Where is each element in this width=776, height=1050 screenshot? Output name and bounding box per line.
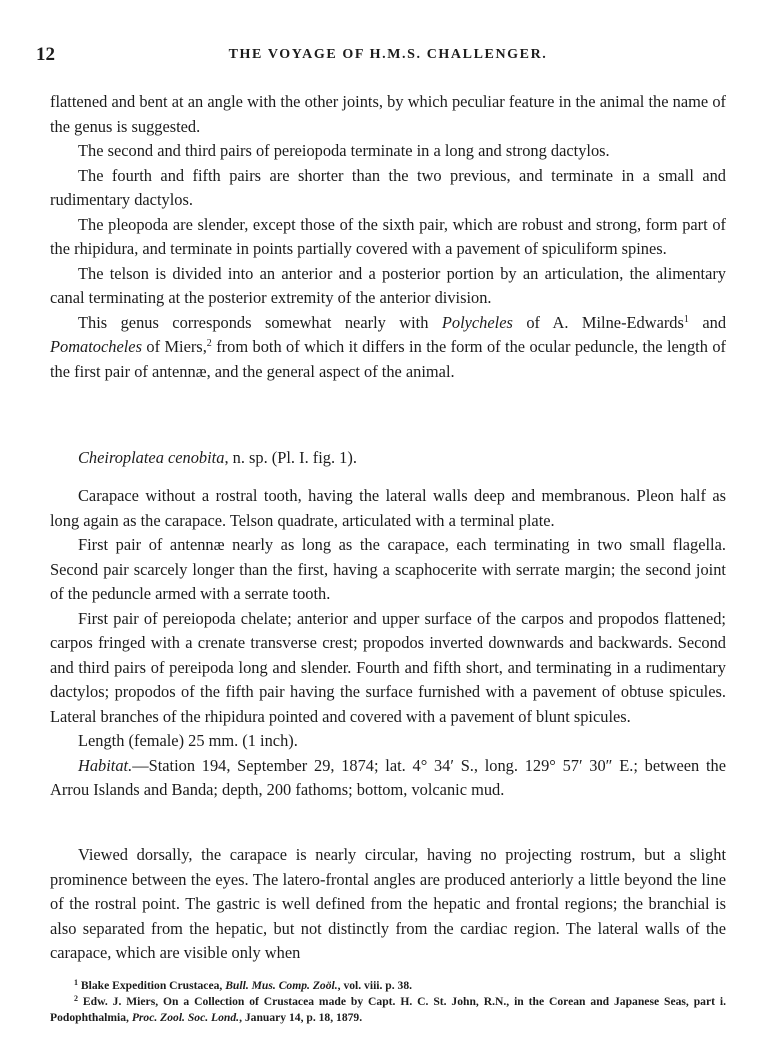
footnote-text: Edw. J. Miers, On a Collection of Crustacea made by Capt. H. C. St. John, R.N., in the Corean and Japanese Seas, part i. Podophthalmia, — [50, 995, 726, 1024]
text-run: of Miers, — [141, 337, 207, 356]
habitat-text: —Station 194, September 29, 1874; lat. 4° 34′ S., long. 129° 57′ 30″ E.; between the Arrou Islands and Banda; depth, 200 fathoms; bottom, volcanic mud. — [50, 755, 726, 799]
genus-name: Polycheles — [441, 312, 513, 332]
footnote-ref: 2 — [206, 338, 212, 349]
habitat-paragraph — [50, 754, 726, 803]
footnote-mark: 2 — [74, 994, 78, 1003]
footnote-mark: 1 — [74, 978, 78, 987]
paragraph: Length (female) 25 mm. (1 inch). — [78, 731, 298, 750]
paragraph: First pair of antennæ nearly as long as the carapace, each terminating in two small flagella. Second pair scarcely longer than the first, having a scaphocerite with serrate margin; the second joint of the peduncle armed with a serrate tooth. — [50, 535, 726, 603]
journal-title: Bull. Mus. Comp. Zoöl. — [225, 979, 338, 992]
genus-name: Pomatocheles — [50, 337, 142, 356]
footnote-text: , vol. viii. p. 38. — [337, 979, 413, 992]
paragraph: The second and third pairs of pereiopoda terminate in a long and strong dactylos. — [78, 141, 610, 160]
genus-description-section — [50, 90, 726, 384]
species-name: Cheiroplatea cenobita — [78, 448, 225, 467]
paragraph: Viewed dorsally, the carapace is nearly circular, having no projecting rostrum, but a slight prominence between the eyes. The latero-frontal angles are produced anteriorly a little beyond the line of the rostral point. The gastric is well defined from the hepatic and frontal regions; the branchial is also separated from the hepatic, but not distinctly from the cardiac region. The lateral walls of the carapace, which are visible only when — [50, 845, 726, 962]
paragraph: The telson is divided into an anterior and a posterior portion by an articulation, the alimentary canal terminating at the posterior extremity of the anterior division. — [50, 263, 726, 307]
text-run: and — [688, 312, 727, 332]
paragraph: The fourth and fifth pairs are shorter than the two previous, and terminate in a small and rudimentary dactylos. — [50, 165, 726, 209]
text-run: from both of which it differs in the form of the ocular peduncle, the length of the first pair of antennæ, and the general aspect of the animal. — [50, 337, 727, 381]
footnote — [50, 978, 726, 994]
page-header — [36, 44, 740, 68]
paragraph: flattened and bent at an angle with the other joints, by which peculiar feature in the animal the name of the genus is suggested. — [50, 92, 726, 136]
genus-comparison-paragraph — [50, 311, 726, 385]
journal-title: Proc. Zool. Soc. Lond. — [131, 1011, 240, 1024]
footnote — [50, 994, 726, 1026]
dorsal-view-section — [50, 843, 726, 966]
footnotes — [50, 978, 726, 1026]
text-run: of A. Milne-Edwards — [512, 312, 684, 332]
footnote-text: Blake Expedition Crustacea, — [80, 979, 226, 992]
page-number: 12 — [36, 44, 55, 65]
species-heading — [50, 446, 726, 471]
paragraph: The pleopoda are slender, except those of the sixth pair, which are robust and strong, form part of the rhipidura, and terminate in points partially covered with a pavement of spiculiform spines. — [50, 214, 726, 258]
running-title: THE VOYAGE OF H.M.S. CHALLENGER. — [228, 47, 548, 62]
footnote-text: , January 14, p. 18, 1879. — [239, 1011, 363, 1024]
species-suffix: , n. sp. (Pl. I. fig. 1). — [224, 448, 357, 467]
paragraph: First pair of pereiopoda chelate; anterior and upper surface of the carpos and propodos flattened; carpos fringed with a crenate transverse crest; propodos inverted downwards and backwards. Second and third pairs of pereipoda long and slender. Fourth and fifth short, and terminating in a rudimentary dactylos; propodos of the fifth pair having the surface furnished with a pavement of obtuse spicules. Lateral branches of the rhipidura pointed and covered with a pavement of blunt spicules. — [50, 608, 726, 726]
habitat-label: Habitat. — [78, 755, 133, 775]
species-description-section — [50, 484, 726, 803]
paragraph: Carapace without a rostral tooth, having the lateral walls deep and membranous. Pleon half as long again as the carapace. Telson quadrate, articulated with a terminal plate. — [50, 486, 726, 530]
footnote-ref: 1 — [683, 313, 689, 325]
text-run: This genus corresponds somewhat nearly with — [78, 312, 442, 332]
